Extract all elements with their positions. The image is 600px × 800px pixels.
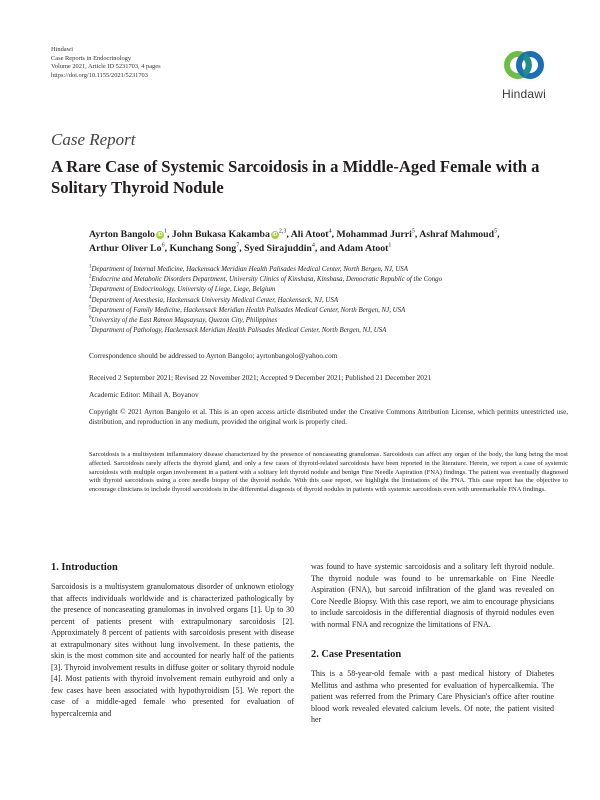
doi-link[interactable]: https://doi.org/10.1155/2021/5231703 [51,71,148,79]
right-column [311,561,554,726]
logo-wordmark: Hindawi [501,87,547,101]
affiliation-number: 6 [89,315,92,321]
author-affiliation-ref: 1 [388,242,392,249]
affiliation [89,265,569,275]
affiliation-text: University of the East Ramon Magsaysay, Quezon City, Philippines [91,317,278,325]
article-dates: Received 2 September 2021; Revised 22 November 2021; Accepted 9 December 2021; Published 21 December 2021 [89,373,432,382]
author-name[interactable] [89,243,165,254]
author-affiliation-ref: 1 [163,228,167,235]
intro-section [51,562,294,720]
affiliation [89,285,569,295]
journal-info [51,46,161,80]
affiliation [89,306,569,316]
author-label: Ayrton Bangolo [89,229,155,240]
intro-paragraph: Sarcoidosis is a multisystem granulomatous disorder of unknown etiology that affects individuals worldwide and is characterized pathologically by the presence of noncaseating granulomas in involved organs [1]. Up to 30 percent of patients present with extrapulmonary sarcoidosis [2]. Approximately 8 percent of patients with sarcoidosis present with disease at extrapulmonary sites without lung involvement. In these patients, the skin is the most common site and accounted for nearly half of the patients [3]. Thyroid involvement results in diffuse goiter or solitary thyroid nodule [4]. Most patients with thyroid involvement remain euthyroid and only a few cases have been associated with hypothyroidism [5]. We report the case of a middle-aged female who presented for evaluation of hypercalcemia and [51,582,294,719]
author-affiliation-ref: 5 [411,228,415,235]
author-conjunction: and [319,243,338,254]
affiliation-list [89,265,569,336]
volume-info: Volume 2021, Article ID 5231703, 4 pages [51,63,161,71]
author-name[interactable] [172,229,287,240]
affiliation-number: 2 [89,274,92,280]
intro-heading: 1. Introduction [51,562,118,573]
author-label: Adam Atoot [337,243,389,254]
intro-continued-paragraph: was found to have systemic sarcoidosis and a solitary left thyroid nodule. The thyroid nodule was found to be unremarkable on Fine Needle Aspiration (FNA), but sarcoid infiltration of the gland was revealed on Core Needle Biopsy. With this case report, we aim to encourage physicians to include sarcoidosis in the differential diagnosis of thyroid nodules even with normal FNA and recognize the limitations of FNA. [311,562,554,629]
correspondence: Correspondence should be addressed to Ayrton Bangolo; ayrtonbangolo@yahoo.com [89,351,338,360]
orcid-icon[interactable]: iD [157,232,163,238]
author-name[interactable] [89,229,167,240]
affiliation-text: Department of Internal Medicine, Hackensack Meridian Health Palisades Medical Center, North Bergen, NJ, USA [91,266,408,273]
author-name[interactable] [291,229,332,240]
hindawi-logo[interactable] [494,44,554,101]
copyright-notice: Copyright © 2021 Ayrton Bangolo et al. This is an open access article distributed under the Creative Commons Attribution License, which permits unrestricted use, distribution, and reproduction in any medium, provided the original work is properly cited. [89,408,568,426]
author-affiliation-ref: 4 [311,242,315,249]
author-affiliation-ref: 6 [161,242,165,249]
author-label: Mohammad Jurri [336,229,412,240]
author-affiliation-ref: 2,3 [278,228,287,235]
author-label: Arthur Oliver Lo [89,243,162,254]
affiliation-text: Department of Anesthesia, Hackensack University Medical Center, Hackensack, NJ, USA [91,296,339,304]
author-name[interactable] [320,243,392,254]
author-name[interactable] [169,243,239,254]
case-heading: 2. Case Presentation [311,649,402,661]
affiliation-number: 7 [89,325,92,331]
affiliation [89,296,569,306]
affiliation-text: Department of Pathology, Hackensack Meridian Health Palisades Medical Center, North Bergen, NJ, USA [91,327,387,335]
affiliation [89,316,569,326]
author-label: Ashraf Mahmoud [419,229,495,240]
affiliation-text: Department of Family Medicine, Hackensack Meridian Health Palisades Medical Center, North Bergen, NJ, USA [91,306,406,314]
author-label: Kunchang Song [169,243,237,254]
author-affiliation-ref: 4 [328,228,332,235]
hindawi-logo-icon [502,44,546,84]
author-list: Ayrton Bangolo $iD^1$, John Bukasa Kakamba iD$^{2,3}$, Ali Atoot$^4$, Mohammad Jurri$^5$, Ashraf Mahmoud$^5$, Arthur Oliver Lo$^6$, Kunchang Song$^7$, Syed Sirajuddin$^4$, and Adam Atoot$^1$ [89,228,500,254]
author-label: John Bukasa Kakamba [171,229,270,240]
affiliation-text: Department of Endocrinology, University of Liege, Liege, Belgium [91,286,276,294]
author-name[interactable] [244,243,315,254]
article-type: Case Report [51,130,136,149]
affiliation-number: 1 [89,264,92,270]
journal-name: Case Reports in Endocrinology [51,54,132,62]
affiliation-number: 4 [89,295,92,301]
affiliation [89,326,569,336]
author-name[interactable] [419,229,497,240]
author-affiliation-ref: 5 [494,228,498,235]
orcid-icon[interactable]: iD [272,232,278,238]
academic-editor: Academic Editor: Mihail A. Boyanov [89,390,199,399]
abstract: Sarcoidosis is a multisystem inflammatory disease characterized by the presence of noncaseating granulomas. Sarcoidosis can affect any organ of the body, the lung being the most affected. Sarcoidosis rarely affects the thyroid gland, and only a few cases of thyroid-related sarcoidosis have been reported in the literature. Herein, we report a case of systemic sarcoidosis with multiple organ involvement in a patient with a solitary left thyroid nodule and benign Fine Needle Aspiration (FNA) findings. The patient was eventually diagnosed with thyroid sarcoidosis using a core needle biopsy of the thyroid nodule. With this case report, we highlight the limitations of the FNA. This case report has the objective to encourage clinicians to include thyroid sarcoidosis in the differential diagnosis of thyroid nodules in patients with systemic sarcoidosis even with unremarkable FNA findings. [89,451,568,494]
affiliation [89,275,569,285]
case-paragraph: This is a 58-year-old female with a past medical history of Diabetes Mellitus and asthma who presented for evaluation of hypercalkemia. The patient was referred from the Primary Care Physician's office after routine blood work revealed elevated calcium levels. Of note, the patient visited her [311,669,554,725]
affiliation-text: Endocrine and Metabolic Disorders Department, University Clinics of Kinshasa, Kinshasa, Democratic Republic of the Congo [91,276,443,284]
affiliation-number: 5 [89,305,92,311]
affiliation-number: 3 [89,285,92,291]
article-title: A Rare Case of Systemic Sarcoidosis in a Middle-Aged Female with a Solitary Thyroid Nodule [51,157,540,197]
author-name[interactable] [336,229,414,240]
author-affiliation-ref: 7 [236,242,240,249]
author-label: Ali Atoot [290,229,329,240]
author-label: Syed Sirajuddin [244,243,312,254]
publisher-name: Hindawi [51,46,74,53]
